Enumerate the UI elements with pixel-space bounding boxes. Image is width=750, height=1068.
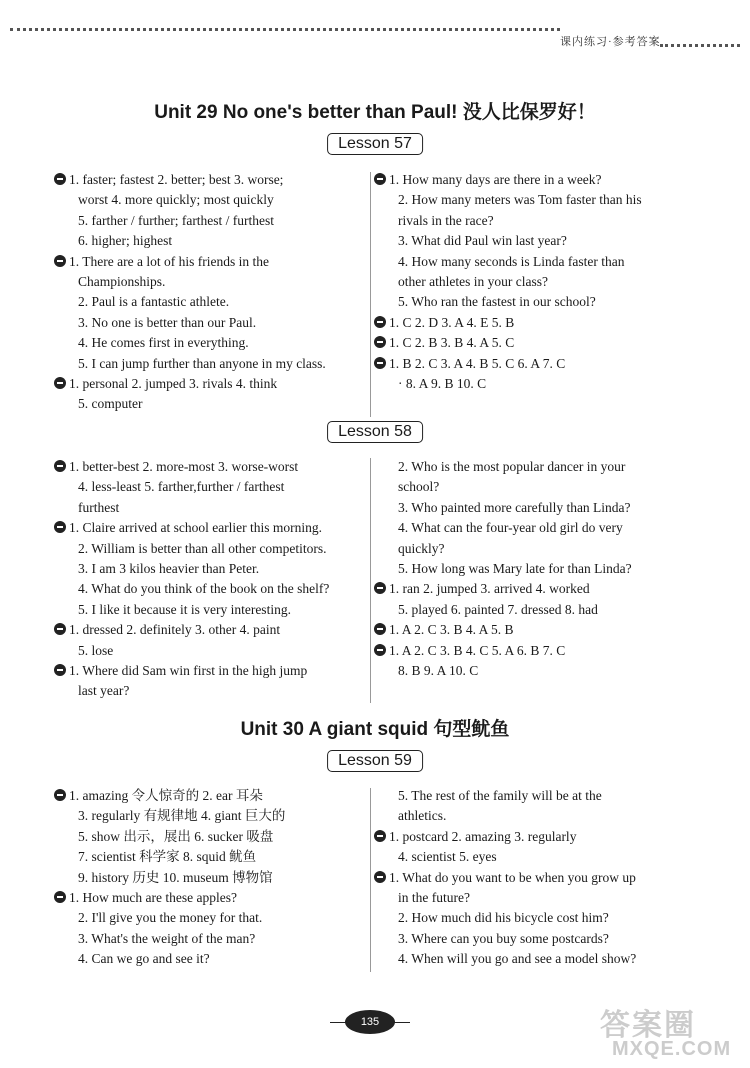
unit-30-title: Unit 30 A giant squid 句型鱿鱼 <box>240 719 510 740</box>
answer-text: 4. less-least 5. farther,further / farthest <box>78 479 285 495</box>
answer-line <box>60 374 360 394</box>
answer-text: 9. history 历史 10. museum 博物馆 <box>78 869 273 885</box>
answer-line <box>60 539 360 559</box>
answer-line <box>380 600 680 620</box>
answer-text: 5. farther / further; farthest / furthest <box>78 212 275 228</box>
answer-line <box>380 231 680 251</box>
answer-text: furthest <box>78 499 120 515</box>
answer-line <box>380 477 680 497</box>
answer-text: quickly? <box>398 540 445 556</box>
answer-text: 5. show 出示，展出 6. sucker 吸盘 <box>78 828 274 844</box>
answer-line <box>60 231 360 251</box>
answer-line <box>60 313 360 333</box>
answer-text: 4. What can the four-year old girl do very <box>398 520 623 536</box>
answer-line <box>380 539 680 559</box>
header-dotted-line-right <box>660 44 740 47</box>
section-bullet-icon <box>374 316 386 328</box>
answer-line <box>60 211 360 231</box>
section-bullet-icon <box>374 644 386 656</box>
answer-text: 7. scientist 科学家 8. squid 鱿鱼 <box>78 849 257 865</box>
section-bullet-icon <box>54 377 66 389</box>
answer-line <box>60 457 360 477</box>
section-bullet-icon <box>374 830 386 842</box>
answer-text: 5. lose <box>78 642 114 658</box>
answer-line <box>60 806 360 826</box>
answer-line <box>380 498 680 518</box>
column-divider <box>370 172 371 417</box>
answer-text: 1. faster; fastest 2. better; best 3. worse; <box>69 172 284 187</box>
answer-text: 1. postcard 2. amazing 3. regularly <box>389 828 577 844</box>
answer-text: 1. C 2. D 3. A 4. E 5. B <box>389 314 515 330</box>
answer-text: 2. How many meters was Tom faster than his <box>398 192 642 208</box>
section-bullet-icon <box>54 255 66 267</box>
section-bullet-icon <box>54 623 66 635</box>
lesson-59-left <box>60 786 360 970</box>
section-bullet-icon <box>54 664 66 676</box>
answer-text: 1. dressed 2. definitely 3. other 4. paint <box>69 622 281 638</box>
answer-text: 8. B 9. A 10. C <box>398 663 479 679</box>
answer-text: 1. There are a lot of his friends in the <box>69 253 269 269</box>
answer-line <box>60 929 360 949</box>
answer-text: 1. How many days are there in a week? <box>389 172 602 187</box>
answer-text: rivals in the race? <box>398 212 494 228</box>
answer-text: 4. scientist 5. eyes <box>398 849 497 865</box>
header-dotted-line <box>10 28 560 31</box>
answer-text: 3. What's the weight of the man? <box>78 930 256 946</box>
answer-text: 1. amazing 令人惊奇的 2. ear 耳朵 <box>69 788 263 803</box>
answer-text: · 8. A 9. B 10. C <box>398 376 487 392</box>
answer-text: 1. Claire arrived at school earlier this morning. <box>69 520 323 536</box>
answer-text: athletics. <box>398 808 447 824</box>
lesson-58-right <box>380 457 680 681</box>
unit-29-title: Unit 29 No one's better than Paul! 没人比保罗好！ <box>154 102 596 123</box>
answer-text: last year? <box>78 683 130 699</box>
answer-text: in the future? <box>398 890 470 906</box>
answer-text: 1. A 2. C 3. B 4. C 5. A 6. B 7. C <box>389 642 566 658</box>
answer-line <box>380 313 680 333</box>
answer-text: 1. What do you want to be when you grow up <box>389 869 636 885</box>
lesson-57-right <box>380 170 680 394</box>
answer-line <box>60 620 360 640</box>
answer-line <box>380 559 680 579</box>
answer-text: 1. personal 2. jumped 3. rivals 4. think <box>69 376 278 392</box>
answer-line <box>60 292 360 312</box>
answer-line <box>380 620 680 640</box>
answer-text: Championships. <box>78 274 166 290</box>
answer-line <box>380 908 680 928</box>
section-bullet-icon <box>54 891 66 903</box>
section-bullet-icon <box>54 460 66 472</box>
answer-line <box>380 806 680 826</box>
section-bullet-icon <box>374 582 386 594</box>
answer-line <box>60 498 360 518</box>
answer-line <box>380 211 680 231</box>
answer-text: 3. Who painted more carefully than Linda? <box>398 499 631 515</box>
answer-text: 5. played 6. painted 7. dressed 8. had <box>398 601 598 617</box>
answer-line <box>60 333 360 353</box>
answer-line <box>60 252 360 272</box>
answer-text: 1. A 2. C 3. B 4. A 5. B <box>389 622 514 638</box>
section-bullet-icon <box>54 173 66 185</box>
answer-text: 1. ran 2. jumped 3. arrived 4. worked <box>389 581 590 597</box>
lesson-58-left <box>60 457 360 702</box>
watermark-url: MXQE.COM <box>612 1038 732 1060</box>
answer-text: 5. The rest of the family will be at the <box>398 788 602 803</box>
answer-text: 1. How much are these apples? <box>69 890 237 906</box>
answer-text: school? <box>398 479 440 495</box>
answer-text: 3. regularly 有规律地 4. giant 巨大的 <box>78 808 286 824</box>
answer-line <box>60 190 360 210</box>
answer-text: other athletes in your class? <box>398 274 548 290</box>
page-number: 135 <box>345 1010 395 1034</box>
answer-text: 5. I can jump further than anyone in my class. <box>78 355 326 371</box>
answer-text: 2. Who is the most popular dancer in your <box>398 459 626 474</box>
answer-text: 5. computer <box>78 396 143 412</box>
answer-line <box>380 827 680 847</box>
answer-text: 1. Where did Sam win first in the high jump <box>69 663 308 679</box>
answer-text: 4. He comes first in everything. <box>78 335 249 351</box>
lesson-57-left <box>60 170 360 415</box>
answer-line <box>60 559 360 579</box>
section-bullet-icon <box>374 871 386 883</box>
answer-text: 6. higher; highest <box>78 233 173 249</box>
answer-line <box>380 457 680 477</box>
answer-line <box>380 888 680 908</box>
lesson-57-label: Lesson 57 <box>327 133 423 155</box>
answer-line <box>60 868 360 888</box>
lesson-58-label: Lesson 58 <box>327 421 423 443</box>
answer-text: 5. I like it because it is very interesting. <box>78 601 291 617</box>
answer-text: 3. I am 3 kilos heavier than Peter. <box>78 561 260 577</box>
section-bullet-icon <box>374 357 386 369</box>
answer-text: 2. William is better than all other competitors. <box>78 540 327 556</box>
section-bullet-icon <box>374 623 386 635</box>
answer-line <box>60 170 360 190</box>
section-bullet-icon <box>374 173 386 185</box>
answer-text: 5. How long was Mary late for than Linda? <box>398 561 632 577</box>
lesson-59-right <box>380 786 680 970</box>
answer-text: 5. Who ran the fastest in our school? <box>398 294 596 310</box>
answer-text: 2. Paul is a fantastic athlete. <box>78 294 230 310</box>
lesson-59-label: Lesson 59 <box>327 750 423 772</box>
answer-text: 1. B 2. C 3. A 4. B 5. C 6. A 7. C <box>389 355 566 371</box>
answer-line <box>60 272 360 292</box>
answer-line <box>380 641 680 661</box>
answer-text: 2. I'll give you the money for that. <box>78 910 263 926</box>
watermark-logo: 答案圈 <box>600 1009 696 1042</box>
answer-text: 1. better-best 2. more-most 3. worse-worst <box>69 459 299 474</box>
answer-line <box>380 868 680 888</box>
answer-line <box>60 888 360 908</box>
answer-line <box>380 579 680 599</box>
answer-line <box>60 908 360 928</box>
column-divider <box>370 788 371 972</box>
answer-line <box>60 949 360 969</box>
answer-line <box>380 518 680 538</box>
answer-line <box>60 477 360 497</box>
answer-line <box>380 292 680 312</box>
answer-line <box>60 354 360 374</box>
answer-line <box>380 949 680 969</box>
answer-line <box>380 786 680 806</box>
answer-line <box>60 600 360 620</box>
answer-line <box>380 170 680 190</box>
answer-text: 4. What do you think of the book on the shelf? <box>78 581 330 597</box>
answer-text: 3. No one is better than our Paul. <box>78 314 257 330</box>
answer-text: worst 4. more quickly; most quickly <box>78 192 274 208</box>
answer-line <box>60 847 360 867</box>
answer-line <box>380 252 680 272</box>
column-divider <box>370 458 371 703</box>
answer-text: 4. Can we go and see it? <box>78 951 210 967</box>
answer-line <box>60 786 360 806</box>
answer-line <box>380 374 680 394</box>
answer-text: 3. What did Paul win last year? <box>398 233 567 249</box>
section-bullet-icon <box>374 336 386 348</box>
answer-line <box>380 190 680 210</box>
answer-line <box>380 354 680 374</box>
answer-line <box>60 827 360 847</box>
answer-line <box>380 333 680 353</box>
answer-line <box>60 394 360 414</box>
answer-line <box>380 929 680 949</box>
answer-line <box>60 641 360 661</box>
answer-line <box>60 579 360 599</box>
section-bullet-icon <box>54 789 66 801</box>
section-bullet-icon <box>54 521 66 533</box>
header-tag: 课内练习·参考答案 <box>560 36 661 48</box>
answer-text: 1. C 2. B 3. B 4. A 5. C <box>389 335 515 351</box>
answer-line <box>380 661 680 681</box>
answer-line <box>60 518 360 538</box>
answer-text: 4. How many seconds is Linda faster than <box>398 253 625 269</box>
answer-text: 3. Where can you buy some postcards? <box>398 930 609 946</box>
answer-line <box>380 272 680 292</box>
answer-text: 4. When will you go and see a model show? <box>398 951 637 967</box>
answer-line <box>380 847 680 867</box>
answer-line <box>60 681 360 701</box>
answer-text: 2. How much did his bicycle cost him? <box>398 910 609 926</box>
answer-line <box>60 661 360 681</box>
